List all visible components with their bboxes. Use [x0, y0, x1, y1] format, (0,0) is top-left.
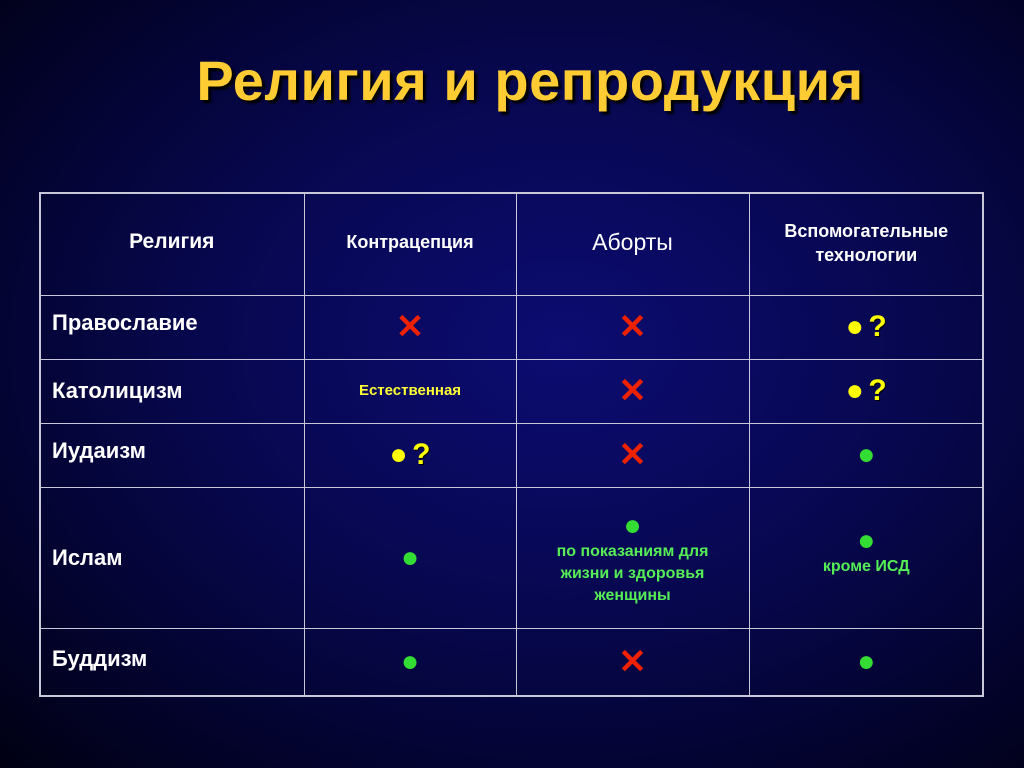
assisted-tech-note: кроме ИСД: [822, 557, 910, 575]
table-row: [40, 487, 983, 628]
cell-assisted-tech: [749, 628, 983, 696]
header-religion: Религия: [40, 193, 304, 295]
cell-abortion: [516, 628, 749, 696]
cross-icon: ✕: [618, 308, 647, 346]
religion-name: Православие: [40, 295, 304, 359]
dot-icon: ●: [857, 438, 876, 471]
dot-icon: ●: [623, 508, 642, 542]
religion-name: Ислам: [40, 487, 304, 628]
cell-abortion: [516, 359, 749, 423]
cross-icon: ✕: [618, 643, 647, 682]
cell-assisted-tech: [749, 487, 983, 628]
cross-icon: ✕: [395, 308, 425, 346]
question-icon: ?: [868, 310, 887, 343]
dot-icon: ●: [857, 645, 876, 679]
abortion-note-line: по показаниям для: [556, 542, 709, 560]
cross-icon: ✕: [618, 372, 647, 410]
header-assisted-tech-line2: технологии: [815, 245, 918, 265]
page-title: Религия и репродукция: [196, 49, 864, 112]
table-row: [40, 423, 983, 487]
header-assisted-tech-line1: Вспомогательные: [784, 221, 949, 241]
religion-table: [40, 193, 983, 696]
cell-contraception: [304, 295, 516, 359]
dot-icon: ●: [389, 438, 408, 471]
cell-contraception: [304, 423, 516, 487]
religion-name: Буддизм: [40, 628, 304, 696]
question-icon: ?: [412, 438, 431, 471]
abortion-note-line: женщины: [594, 586, 671, 604]
dot-icon: ●: [845, 310, 864, 343]
dot-icon: ●: [400, 645, 420, 679]
cell-abortion: [516, 487, 749, 628]
cross-icon: ✕: [618, 436, 647, 474]
dot-icon: ●: [857, 523, 876, 557]
abortion-note-line: жизни и здоровья: [560, 564, 705, 582]
cell-assisted-tech: [749, 423, 983, 487]
header-row: [40, 193, 983, 295]
dot-icon: ●: [845, 374, 864, 407]
header-abortion: Аборты: [516, 193, 749, 295]
religion-name: Иудаизм: [40, 423, 304, 487]
table-row: [40, 359, 983, 423]
cell-contraception: [304, 487, 516, 628]
header-assisted-tech: [749, 193, 983, 295]
cell-abortion: [516, 423, 749, 487]
question-icon: ?: [868, 374, 887, 407]
header-contraception: Контрацепция: [304, 193, 516, 295]
dot-icon: ●: [400, 540, 420, 574]
contraception-note: Естественная: [358, 381, 462, 399]
table-row: [40, 295, 983, 359]
religion-name: Католицизм: [40, 359, 304, 423]
cell-contraception: [304, 628, 516, 696]
cell-abortion: [516, 295, 749, 359]
cell-assisted-tech: [749, 295, 983, 359]
cell-contraception: [304, 359, 516, 423]
cell-assisted-tech: [749, 359, 983, 423]
table-row: [40, 628, 983, 696]
